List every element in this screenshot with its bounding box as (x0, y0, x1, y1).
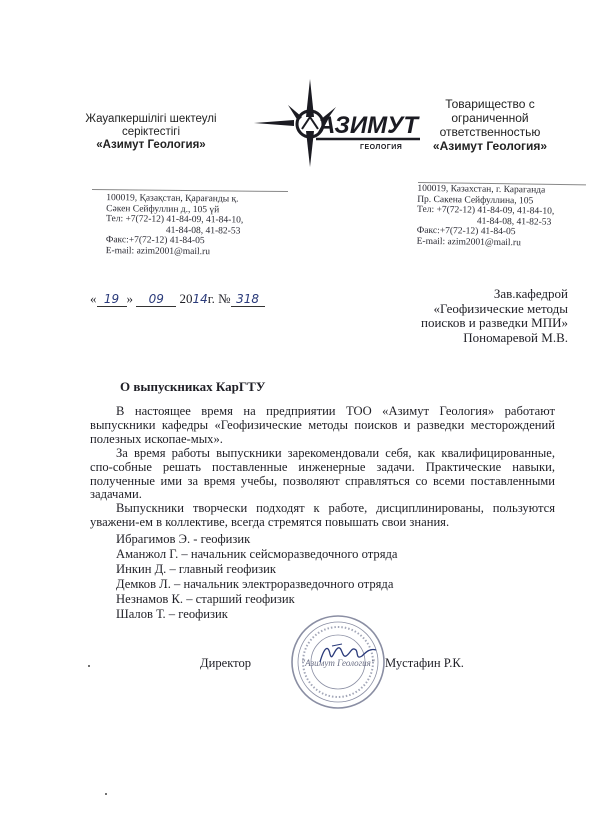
recipient-line: «Геофизические методы (433, 300, 568, 316)
list-item: Аманжол Г. – начальник сейсморазведочного отряда (116, 547, 398, 561)
list-item: Демков Л. – начальник электроразведочного отряда (116, 577, 394, 591)
address-line: 100019, Қазақстан, Қарағанды қ. (106, 193, 239, 205)
date-number-line (90, 291, 290, 307)
recipient-block (358, 287, 568, 345)
recipient-line: поисков и разведки МПИ» (421, 315, 568, 331)
address-line: Тел: +7(72-12) 41-84-09, 41-84-10, (417, 204, 555, 217)
list-item: Ибрагимов Э. - геофизик (116, 532, 251, 546)
address-line: E-mail: azim2001@mail.ru (416, 236, 521, 248)
address-block-kazakh (106, 193, 277, 258)
header-left-line: «Азимут Геология» (96, 139, 206, 151)
signatory-name: Мустафин Р.К. (385, 656, 464, 670)
date-close-quote: » (126, 291, 133, 306)
scan-speck (88, 665, 90, 667)
list-item: Шалов Т. – геофизик (116, 607, 228, 621)
date-open-quote: « (90, 291, 97, 306)
header-left-line: Жауапкершілігі шектеулі (85, 113, 217, 125)
body-paragraph: За время работы выпускники зарекомендовали себя, как квалифицированные, спо-собные решать поставленные инженерные задачи. Практические навыки, полученные ими за время учебы, позволяют справляться со всеми поставленными задачами. (90, 445, 555, 502)
address-line: Факс:+7(72-12) 41-84-05 (105, 235, 205, 247)
signatory-title: Директор (200, 656, 252, 670)
header-right-line: ограниченной (451, 111, 529, 125)
date-year-prefix: 20 (179, 291, 193, 306)
address-line: 100019, Казахстан, г. Караганда (417, 183, 546, 196)
header-right-line: ответственностью (439, 125, 541, 139)
date-month: 09 (136, 292, 176, 307)
letter-body (90, 405, 555, 530)
company-name-russian (405, 97, 575, 153)
header-right-line: «Азимут Геология» (432, 139, 548, 153)
address-line: 41-84-08, 41-82-53 (165, 225, 241, 237)
recipient-line: Зав.кафедрой (493, 286, 568, 301)
address-line: Тел: +7(72-12) 41-84-09, 41-84-10, (106, 214, 244, 226)
seal-center-text: "Азимут Геология" (301, 658, 375, 668)
header-right-line: Товарищество с (445, 97, 535, 111)
header-left-line: серіктестігі (121, 126, 181, 138)
signature-scribble (318, 640, 378, 666)
date-year-suffix: 14 (192, 292, 208, 306)
date-day: 19 (97, 292, 127, 307)
date-year-label: г. (207, 291, 215, 306)
number-label: № (218, 291, 231, 306)
company-name-kazakh (66, 113, 236, 152)
header-divider-left (92, 189, 288, 192)
address-line: Сәкен Сейфуллин д., 105 үй (106, 203, 220, 215)
scan-speck (105, 793, 107, 795)
address-block-russian (417, 184, 588, 249)
graduates-list (116, 532, 436, 622)
address-line: Факс:+7(72-12) 41-84-05 (416, 225, 516, 238)
logo-wordmark: АЗИМУТ (318, 112, 419, 139)
body-paragraph: Выпускники творчески подходят к работе, дисциплинированы, пользуются уважени-ем в коллективе, всегда стремятся повышать свои знания. (90, 501, 555, 530)
logo-subtitle: ГЕОЛОГИЯ (360, 144, 403, 151)
document-number: 318 (231, 292, 265, 307)
letter-subject: О выпускниках КарГТУ (120, 379, 266, 394)
list-item: Незнамов К. – старший геофизик (116, 592, 295, 606)
address-line: Пр. Сакена Сейфуллина, 105 (417, 194, 534, 206)
body-paragraph: В настоящее время на предприятии ТОО «Азимут Геология» работают выпускники кафедры «Геофизические методы поисков и разведки месторождений полезных ископае-мых». (90, 404, 555, 446)
recipient-line: Пономаревой М.В. (463, 329, 568, 345)
address-line: E-mail: azim2001@mail.ru (105, 245, 211, 257)
address-line: 41-84-08, 41-82-53 (476, 216, 552, 228)
list-item: Инкин Д. – главный геофизик (116, 562, 276, 576)
